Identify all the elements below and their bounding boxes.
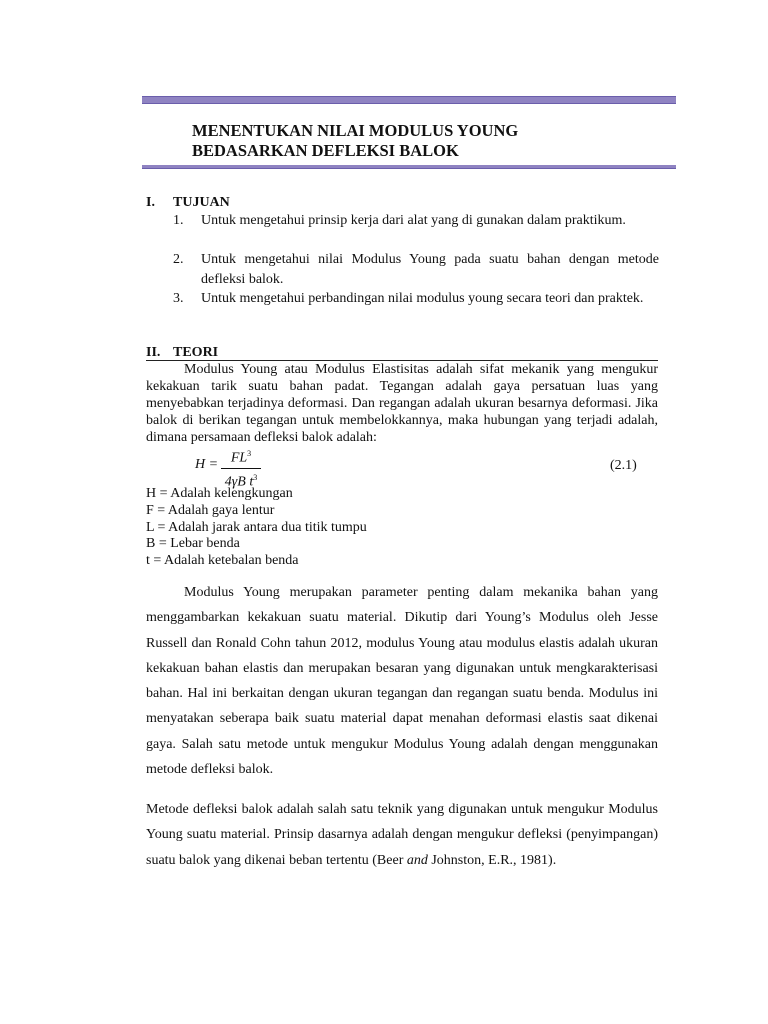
equation-lhs: H = [195, 457, 219, 472]
section-tujuan-heading [0, 194, 768, 212]
definition-item: L = Adalah jarak antara dua titik tumpu [146, 519, 367, 535]
section-title: TEORI [173, 345, 219, 360]
definition-item: H = Adalah kelengkungan [146, 486, 293, 501]
list-item [173, 211, 659, 231]
equation-numerator: $FL^3$ [230, 449, 252, 466]
section-number: I. [146, 195, 155, 210]
equation-number: (2.1) [610, 458, 637, 473]
document-title [192, 121, 518, 161]
paragraph-metode-defleksi: Metode defleksi balok adalah salah satu teknik yang digunakan untuk mengukur Modulus Young suatu material. Prinsip dasarnya adalah dengan mengukur defleksi (penyimpangan) suatu balok yang dikenai beban tertentu (Beer and Johnston, E.R., 1981). [146, 802, 658, 868]
title-line-2: BEDASARKAN DEFLEKSI BALOK [192, 141, 459, 160]
equation-deflection [195, 446, 315, 490]
list-item [173, 250, 659, 289]
list-item [173, 289, 659, 309]
paragraph-modulus-young: Modulus Young merupakan parameter penting dalam mekanika bahan yang menggambarkan kekakuan suatu material. Dikutip dari Young’s Modulus oleh Jesse Russell dan Ronald Cohn tahun 2012, modulus Young atau modulus elastis adalah ukuran kekakuan bahan elastis dan merupakan besaran yang digunakan untuk mengkarakterisasi bahan. Hal ini berkaitan dengan ukuran tegangan dan regangan suatu benda. Modulus ini menyatakan seberapa baik suatu material dapat menahan deformasi elastis saat dikenai gaya. Salah satu metode untuk mengukur Modulus Young adalah dengan menggunakan metode defleksi balok. [146, 585, 658, 778]
definition-item: t = Adalah ketebalan benda [146, 553, 299, 569]
header-rule-top [142, 96, 676, 104]
definition-item: B = Lebar benda [146, 536, 240, 552]
list-item-text: Untuk mengetahui perbandingan nilai modulus young secara teori dan praktek. [201, 291, 644, 306]
section-number: II. [146, 345, 161, 360]
fraction-bar [221, 468, 261, 469]
definition-item: F = Adalah gaya lentur [146, 502, 275, 518]
list-item-number: 2. [173, 252, 184, 267]
list-item-text: Untuk mengetahui nilai Modulus Young pada suatu bahan dengan metode defleksi balok. [201, 252, 659, 287]
equation-denominator: 4γB $t^3$ [224, 472, 258, 490]
paragraph-intro: Modulus Young atau Modulus Elastisitas adalah sifat mekanik yang mengukur kekakuan tarik suatu bahan padat. Tegangan adalah gaya persatuan luas yang menyebabkan terjadinya deformasi. Dan regangan adalah ukuran besarnya deformasi. Jika balok di berikan tegangan untuk membelokkannya, maka hubungan yang terjadi adalah, dimana persamaan defleksi balok adalah: [146, 362, 658, 445]
list-item-number: 1. [173, 213, 184, 228]
header-rule-bottom [142, 165, 676, 169]
equation-fraction [221, 446, 261, 490]
variable-definitions [146, 486, 367, 570]
list-item-number: 3. [173, 291, 184, 306]
title-line-1: MENENTUKAN NILAI MODULUS YOUNG [192, 121, 519, 140]
italic-and: and [406, 852, 428, 868]
list-item-text: Untuk mengetahui prinsip kerja dari alat yang di gunakan dalam praktikum. [201, 213, 626, 228]
section-title: TUJUAN [173, 195, 230, 210]
